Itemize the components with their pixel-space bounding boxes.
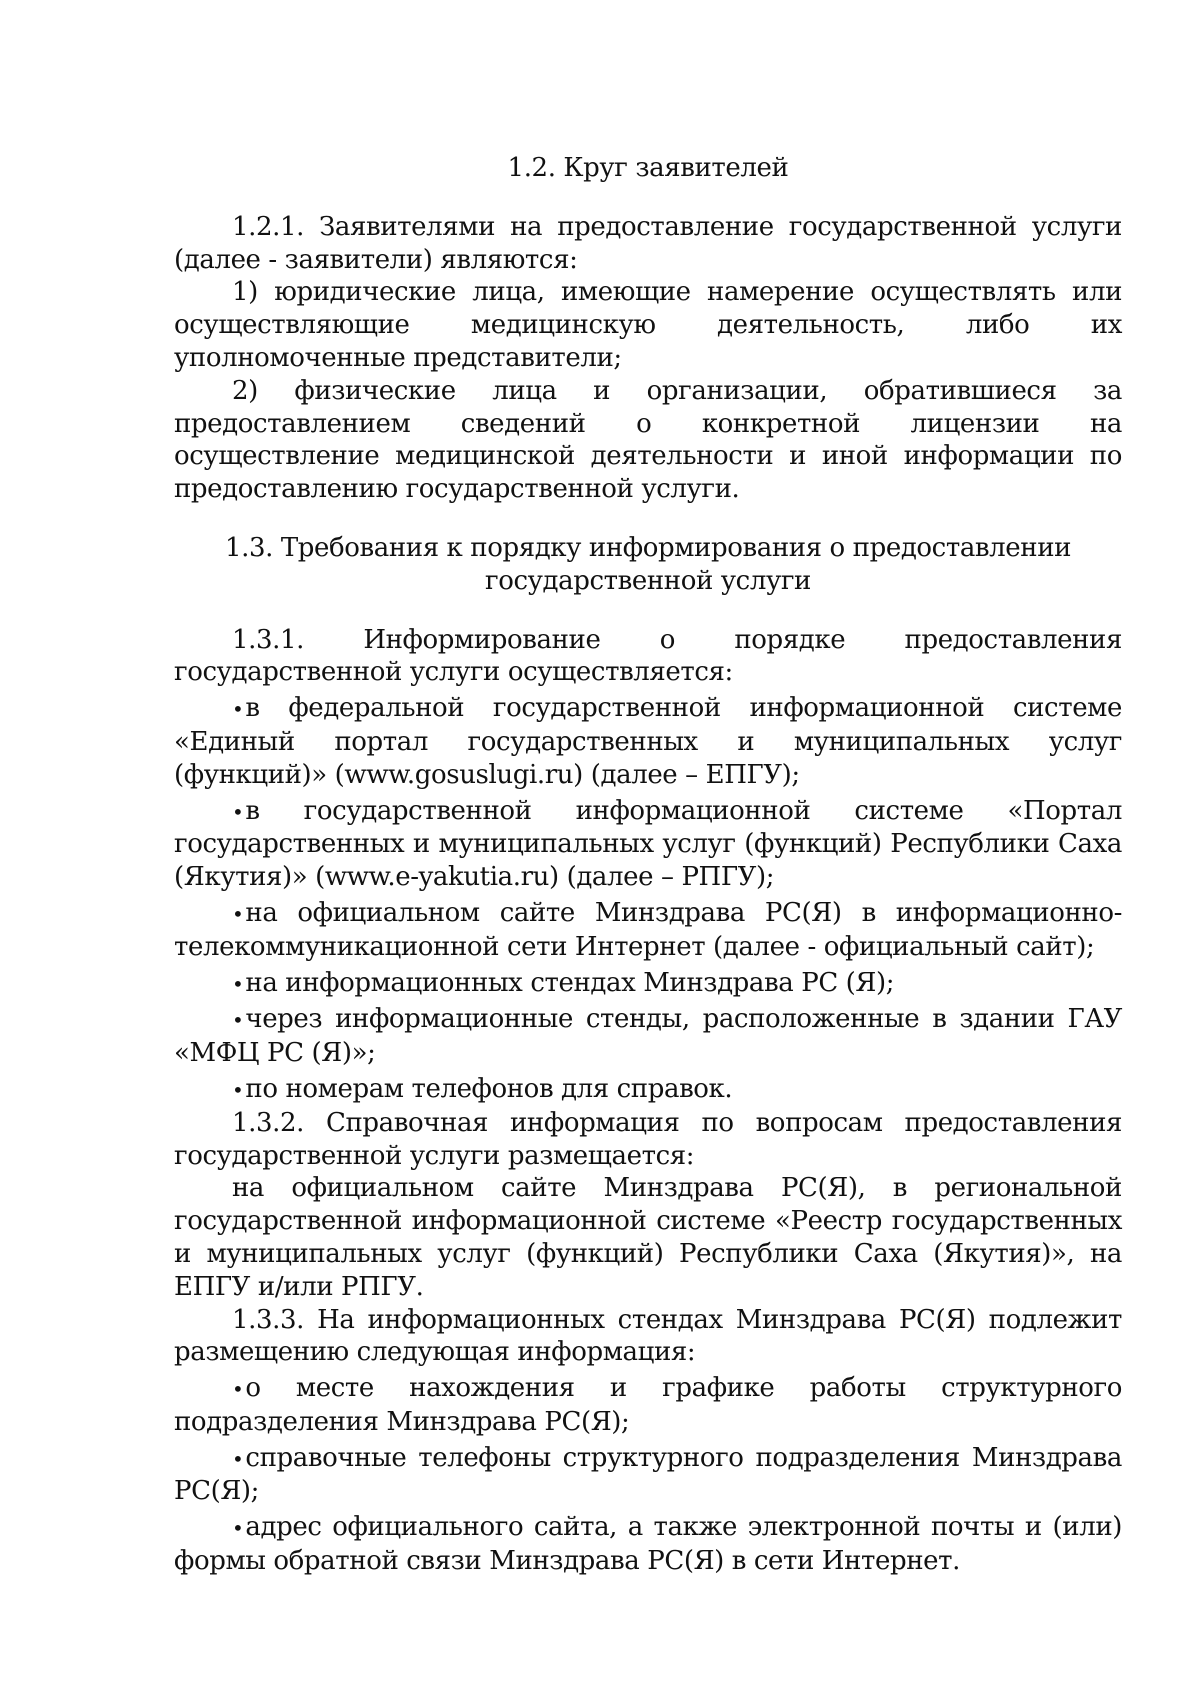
bullet-icon: • <box>232 971 244 996</box>
bullet-icon: • <box>232 1377 244 1402</box>
paragraph-applicants-physical: 2) физические лица и организации, обратившиеся за предоставлением сведений о конкретной лицензии на осуществление медицинской деятельности и иной информации по предоставлению государственной услуги. <box>174 375 1122 505</box>
bullet-item <box>174 792 1122 894</box>
bullet-text: адрес официального сайта, а также электронной почты и (или) формы обратной связи Минздрава РС(Я) в сети Интернет. <box>174 1512 1122 1577</box>
bullet-text: на информационных стендах Минздрава РС (Я); <box>245 967 895 998</box>
bullet-icon: • <box>232 1446 244 1471</box>
bullet-item <box>174 1000 1122 1070</box>
paragraph-1-3-2: 1.3.2. Справочная информация по вопросам предоставления государственной услуги размещается: <box>174 1107 1122 1171</box>
bullet-icon: • <box>232 1516 244 1541</box>
bullet-text: по номерам телефонов для справок. <box>245 1073 733 1104</box>
bullet-text: в государственной информационной системе «Портал государственных и муниципальных услуг (функций) Республики Саха (Якутия)» (www.e-yakutia.ru) (далее – РПГУ); <box>174 795 1122 893</box>
bullet-item <box>174 1070 1122 1107</box>
paragraph-1-2-1: 1.2.1. Заявителями на предоставление государственной услуги (далее - заявители) являются: <box>174 211 1122 275</box>
paragraph-1-3-3: 1.3.3. На информационных стендах Минздрава РС(Я) подлежит размещению следующая информация: <box>174 1304 1122 1368</box>
bullet-icon: • <box>232 799 244 824</box>
paragraph-applicants-legal: 1) юридические лица, имеющие намерение осуществлять или осуществляющие медицинскую деятельность, либо их уполномоченные представители; <box>174 277 1122 373</box>
bullet-item <box>174 1369 1122 1439</box>
paragraph-1-3-2-continuation: на официальном сайте Минздрава РС(Я), в региональной государственной информационной системе «Реестр государственных и муниципальных услуг (функций) Республики Саха (Якутия)», на ЕПГУ и/или РПГУ. <box>174 1173 1122 1302</box>
bullet-icon: • <box>232 901 244 926</box>
heading-1-2: 1.2. Круг заявителей <box>507 153 789 183</box>
bullet-item <box>174 894 1122 964</box>
heading-1-3: 1.3. Требования к порядку информирования о предоставлении государственной услуги <box>224 532 1072 596</box>
bullet-text: в федеральной государственной информационной системе «Единый портал государственных и муниципальных услуг (функций)» (www.gosuslugi.ru) (далее – ЕПГУ); <box>174 693 1122 790</box>
bullet-text: справочные телефоны структурного подразделения Минздрава РС(Я); <box>174 1442 1122 1507</box>
bullet-text: через информационные стенды, расположенные в здании ГАУ «МФЦ РС (Я)»; <box>174 1004 1122 1069</box>
bullet-item <box>174 1508 1122 1578</box>
bullet-icon: • <box>232 1077 244 1102</box>
bullet-icon: • <box>232 1008 244 1033</box>
bullet-text: о месте нахождения и графике работы структурного подразделения Минздрава РС(Я); <box>174 1373 1122 1437</box>
bullet-icon: • <box>232 697 244 722</box>
bullet-item <box>174 1439 1122 1509</box>
bullet-item <box>174 964 1122 1001</box>
bullet-item <box>174 689 1122 791</box>
bullet-text: на официальном сайте Минздрава РС(Я) в информационно-телекоммуникационной сети Интернет (далее - официальный сайт); <box>174 897 1122 962</box>
document-body <box>174 152 1122 1578</box>
paragraph-1-3-1: 1.3.1. Информирование о порядке предоставления государственной услуги осуществляется: <box>174 624 1122 688</box>
